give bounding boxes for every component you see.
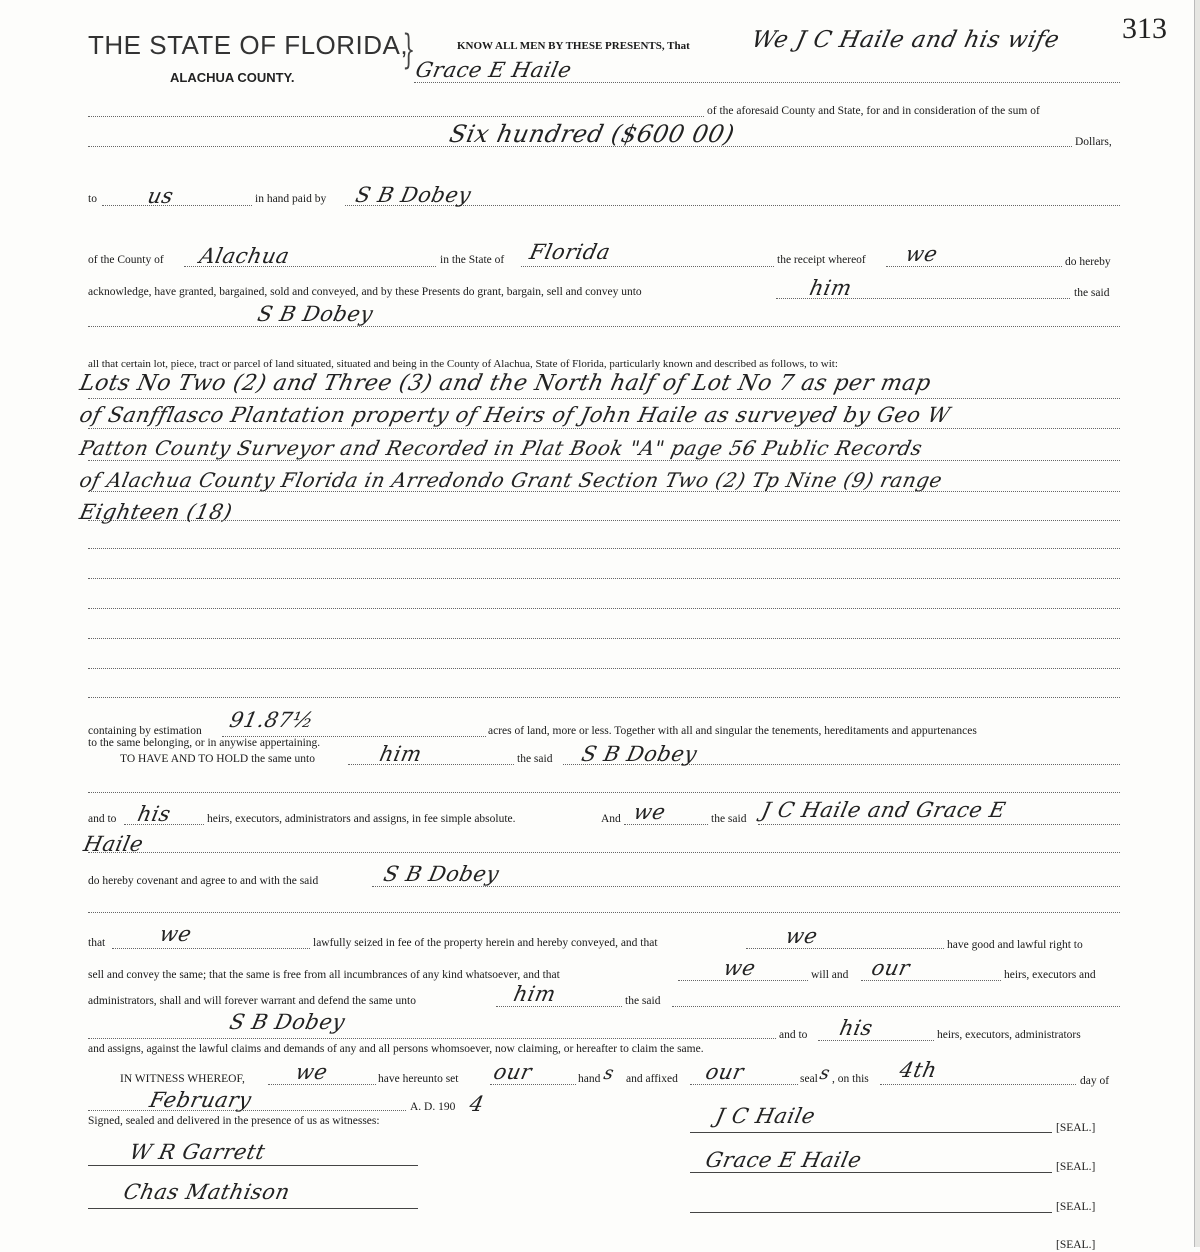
seal-label-1: [SEAL.] xyxy=(1056,1122,1096,1134)
description-line-2: of Sanfflasco Plantation property of Heirs of John Haile as surveyed by Geo W xyxy=(77,403,953,427)
covenant-text: do hereby covenant and agree to and with the said xyxy=(88,875,319,887)
seal-text: seal xyxy=(800,1073,818,1085)
administrators-text: administrators, shall and will forever warrant and defend the same unto xyxy=(88,995,416,1007)
bracket-glyph: } xyxy=(402,27,416,73)
said-names-handwritten-2: Haile xyxy=(81,832,146,856)
heirs-fee-simple-text: heirs, executors, administrators and assigns, in fee simple absolute. xyxy=(207,813,516,825)
aforesaid-text: of the aforesaid County and State, for and in consideration of the sum of xyxy=(707,105,1040,117)
seal-label-4: [SEAL.] xyxy=(1056,1239,1096,1251)
signature-1: J C Haile xyxy=(713,1104,818,1128)
hold-said-handwritten: S B Dobey xyxy=(579,742,700,766)
description-line-1: Lots No Two (2) and Three (3) and the North half of Lot No 7 as per map xyxy=(77,371,934,396)
receipt-whereof-text: the receipt whereof xyxy=(777,254,866,266)
description-line-4: of Alachua County Florida in Arredondo Grant Section Two (2) Tp Nine (9) range xyxy=(77,468,945,492)
desc-rule-2 xyxy=(88,428,1120,429)
heirs-executors-and-text: heirs, executors and xyxy=(1004,969,1096,981)
have-and-hold-text: TO HAVE AND TO HOLD the same unto xyxy=(120,753,315,765)
have-good-text: have good and lawful right to xyxy=(947,939,1083,951)
will-we-handwritten: we xyxy=(721,956,758,980)
hold-unto-handwritten: him xyxy=(377,742,425,766)
in-witness-text: IN WITNESS WHEREOF, xyxy=(120,1073,245,1085)
state-rule xyxy=(521,266,774,267)
hold-the-said-text: the said xyxy=(517,753,553,765)
signature-1-rule xyxy=(690,1132,1052,1133)
grantor-line-1: We J C Haile and his wife xyxy=(749,27,1062,53)
and-that-we-handwritten: we xyxy=(783,924,820,948)
day-handwritten: 4th xyxy=(897,1058,940,1082)
do-hereby-text: do hereby xyxy=(1065,256,1111,268)
affixed-our-rule xyxy=(690,1084,798,1085)
and-to-his-handwritten: his xyxy=(837,1016,876,1040)
warrant-said-rule xyxy=(672,1006,1120,1007)
said-names-rule xyxy=(758,824,1120,825)
seal-label-2: [SEAL.] xyxy=(1056,1161,1096,1173)
and-text: And xyxy=(601,813,621,825)
will-and-text: will and xyxy=(811,969,849,981)
witness-2-rule xyxy=(88,1208,418,1209)
to-text: to xyxy=(88,193,97,205)
hand-text: hand xyxy=(578,1073,601,1085)
and-we-handwritten: we xyxy=(631,800,668,824)
receipt-handwritten: we xyxy=(903,242,940,266)
on-this-text: , on this xyxy=(832,1073,869,1085)
acres-handwritten: 91.87½ xyxy=(227,708,317,732)
warrant-unto-rule xyxy=(496,1006,622,1007)
hold-blank-rule xyxy=(88,792,1120,793)
page-edge xyxy=(1194,0,1200,1247)
warrant-said-rule-2 xyxy=(88,1038,776,1039)
and-to-2-text: and to xyxy=(779,1029,808,1041)
month-rule xyxy=(88,1110,406,1111)
desc-rule-11 xyxy=(88,697,1120,698)
will-we-rule xyxy=(678,980,808,981)
grantee-handwritten: S B Dobey xyxy=(255,302,376,326)
grantee-rule xyxy=(88,326,1120,327)
signature-2-rule xyxy=(690,1172,1052,1173)
witness-we-rule xyxy=(268,1084,376,1085)
description-line-3: Patton County Surveyor and Recorded in Plat Book "A" page 56 Public Records xyxy=(77,436,925,460)
seal-label-3: [SEAL.] xyxy=(1056,1201,1096,1213)
sell-convey-text: sell and convey the same; that the same is free from all incumbrances of any kind whatsoever, and that xyxy=(88,969,560,981)
state-of-text: in the State of xyxy=(440,254,505,266)
witness-we-handwritten: we xyxy=(293,1060,330,1084)
state-handwritten: Florida xyxy=(527,240,613,264)
signed-sealed-text: Signed, sealed and delivered in the presence of us as witnesses: xyxy=(88,1115,380,1127)
heirs-executors-admin-text: heirs, executors, administrators xyxy=(937,1029,1081,1041)
will-our-handwritten: our xyxy=(869,956,913,980)
affixed-our-handwritten: our xyxy=(703,1060,747,1084)
dollars-text: Dollars, xyxy=(1075,136,1112,148)
and-to-text: and to xyxy=(88,813,117,825)
warrant-unto-handwritten: him xyxy=(511,982,559,1006)
containing-text: containing by estimation xyxy=(88,725,202,737)
witness-2-signature: Chas Mathison xyxy=(121,1180,293,1204)
day-rule xyxy=(880,1084,1076,1085)
and-we-rule xyxy=(624,824,708,825)
and-assigns-text: and assigns, against the lawful claims and demands of any and all persons whomsoever, now claiming, or hereafter to claim the same. xyxy=(88,1043,704,1055)
county-of-text: of the County of xyxy=(88,254,164,266)
to-the-same-text: to the same belonging, or in anywise appertaining. xyxy=(88,737,321,749)
desc-rule-9 xyxy=(88,638,1120,639)
signature-2: Grace E Haile xyxy=(703,1148,864,1172)
seals-handwritten: s xyxy=(817,1063,833,1084)
warrant-said-handwritten: S B Dobey xyxy=(227,1010,348,1034)
page-number: 313 xyxy=(1122,12,1167,45)
county-heading: ALACHUA COUNTY. xyxy=(170,70,295,85)
and-to-his-rule xyxy=(818,1040,934,1041)
desc-rule-1 xyxy=(88,398,1120,399)
covenant-blank-rule xyxy=(88,912,1120,913)
said-names-rule-2 xyxy=(88,852,1120,853)
sum-rule xyxy=(88,146,1072,147)
desc-rule-4 xyxy=(88,491,1120,492)
the-said-text: the said xyxy=(1074,287,1110,299)
said-names-handwritten-1: J C Haile and Grace E xyxy=(759,798,1008,822)
acres-text: acres of land, more or less. Together with all and singular the tenements, hereditaments and appurtenances xyxy=(488,725,977,737)
desc-rule-6 xyxy=(88,548,1120,549)
witness-1-signature: W R Garrett xyxy=(127,1140,268,1164)
know-all-men-text: KNOW ALL MEN BY THESE PRESENTS, That xyxy=(457,40,690,52)
and-the-said-text: the said xyxy=(711,813,747,825)
signature-3-rule xyxy=(690,1212,1052,1213)
covenant-handwritten: S B Dobey xyxy=(381,862,502,886)
state-title: THE STATE OF FLORIDA, xyxy=(88,30,409,60)
desc-rule-5 xyxy=(88,520,1120,521)
hereunto-set-text: have hereunto set xyxy=(378,1073,459,1085)
affixed-text: and affixed xyxy=(626,1073,678,1085)
that-we-rule xyxy=(112,948,310,949)
desc-rule-3 xyxy=(88,460,1120,461)
desc-rule-10 xyxy=(88,668,1120,669)
warrant-the-said-text: the said xyxy=(625,995,661,1007)
paid-by-handwritten: S B Dobey xyxy=(353,183,474,207)
lawfully-seized-text: lawfully seized in fee of the property herein and hereby conveyed, and that xyxy=(313,937,658,949)
will-our-rule xyxy=(861,980,1001,981)
set-our-handwritten: our xyxy=(491,1060,535,1084)
desc-rule-7 xyxy=(88,578,1120,579)
all-that-certain-text: all that certain lot, piece, tract or parcel of land situated, situated and being in the County of Alachua, State of Florida, particularly known and described as follows, to wit: xyxy=(88,358,838,370)
ad-text: A. D. 190 xyxy=(410,1101,456,1113)
grantor-line-2-rule xyxy=(414,82,1120,83)
that-text: that xyxy=(88,937,106,949)
acknowledge-text: acknowledge, have granted, bargained, sold and conveyed, and by these Presents do grant, bargain, sell and convey unto xyxy=(88,286,642,298)
that-we-handwritten: we xyxy=(157,922,194,946)
county-handwritten: Alachua xyxy=(197,244,292,268)
grantor-line-2: Grace E Haile xyxy=(413,58,574,82)
aforesaid-rule xyxy=(88,116,704,117)
day-of-text: day of xyxy=(1080,1075,1110,1087)
to-rule xyxy=(102,205,252,206)
sum-handwritten: Six hundred ($600 00) xyxy=(447,120,738,148)
receipt-rule xyxy=(886,266,1062,267)
hold-unto-rule xyxy=(348,764,514,765)
and-to-handwritten: his xyxy=(135,802,174,826)
desc-rule-8 xyxy=(88,608,1120,609)
covenant-rule xyxy=(372,886,1120,887)
in-hand-paid-text: in hand paid by xyxy=(255,193,327,205)
year-handwritten: 4 xyxy=(467,1092,487,1116)
and-that-we-rule xyxy=(746,948,944,949)
set-our-rule xyxy=(490,1084,576,1085)
to-whom-handwritten: us xyxy=(145,184,176,208)
month-handwritten: February xyxy=(147,1088,254,1112)
description-line-5: Eighteen (18) xyxy=(77,500,235,524)
convey-unto-handwritten: him xyxy=(807,276,855,300)
witness-1-rule xyxy=(88,1165,418,1166)
hands-handwritten: s xyxy=(601,1063,617,1084)
